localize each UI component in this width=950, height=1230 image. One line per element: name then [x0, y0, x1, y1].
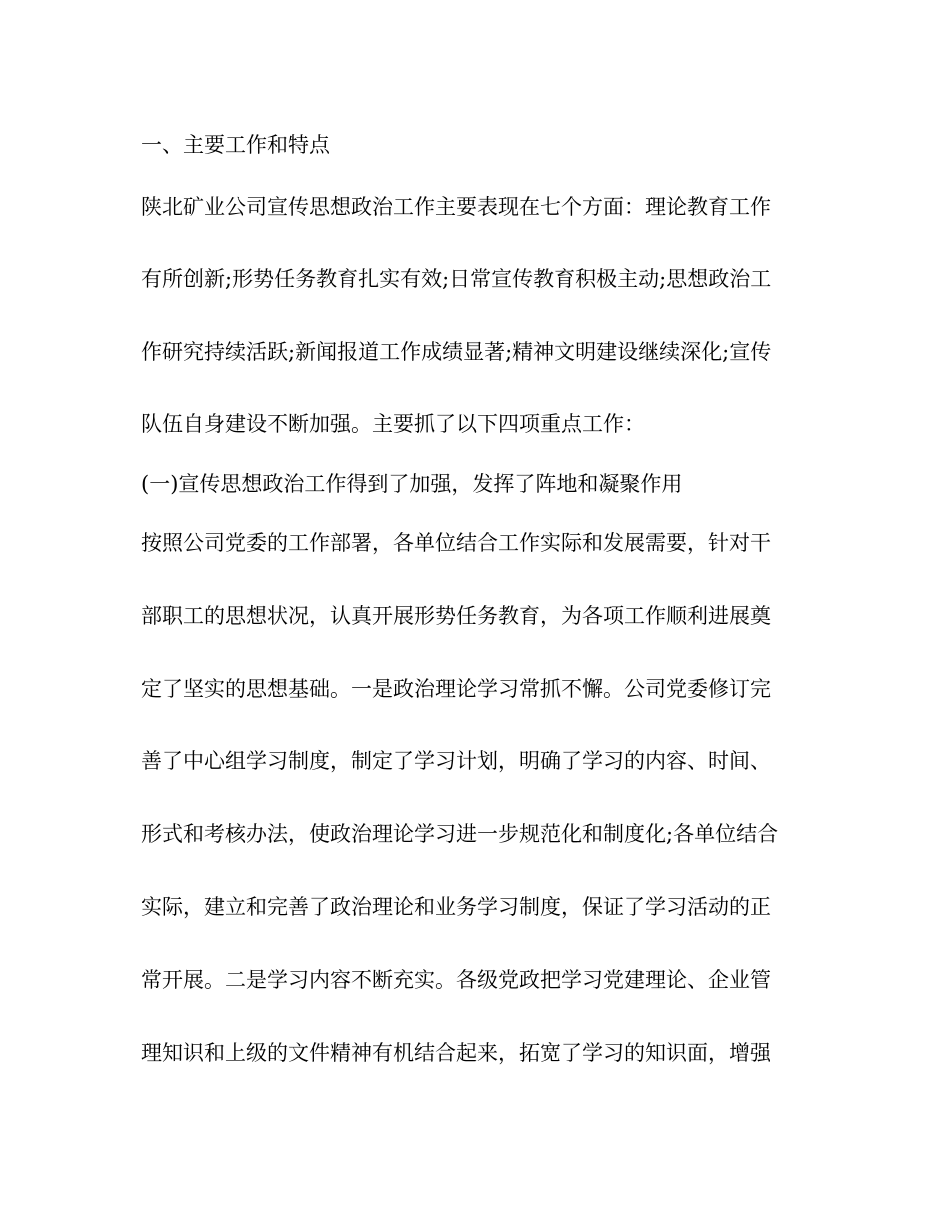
subsection-heading: (一)宣传思想政治工作得到了加强，发挥了阵地和凝聚作用 — [141, 472, 683, 496]
paragraph-line: 实际，建立和完善了政治理论和业务学习制度，保证了学习活动的正 — [141, 895, 771, 919]
paragraph-line: 常开展。二是学习内容不断充实。各级党政把学习党建理论、企业管 — [141, 968, 771, 992]
paragraph-line: 部职工的思想状况，认真开展形势任务教育，为各项工作顺利进展奠 — [141, 604, 771, 628]
paragraph-line: 理知识和上级的文件精神有机结合起来，拓宽了学习的知识面，增强 — [141, 1041, 771, 1065]
paragraph-line: 陕北矿业公司宣传思想政治工作主要表现在七个方面：理论教育工作 — [141, 195, 771, 219]
paragraph-line: 有所创新;形势任务教育扎实有效;日常宣传教育积极主动;思想政治工 — [141, 267, 772, 291]
paragraph-line: 善了中心组学习制度，制定了学习计划，明确了学习的内容、时间、 — [141, 749, 771, 773]
paragraph-line: 形式和考核办法，使政治理论学习进一步规范化和制度化;各单位结合 — [141, 822, 779, 846]
paragraph-line: 按照公司党委的工作部署，各单位结合工作实际和发展需要，针对干 — [141, 531, 771, 555]
paragraph-line: 作研究持续活跃;新闻报道工作成绩显著;精神文明建设继续深化;宣传 — [141, 340, 772, 364]
section-heading: 一、主要工作和特点 — [141, 133, 330, 157]
paragraph-line: 队伍自身建设不断加强。主要抓了以下四项重点工作： — [141, 412, 645, 436]
paragraph-line: 定了坚实的思想基础。一是政治理论学习常抓不懈。公司党委修订完 — [141, 677, 771, 701]
